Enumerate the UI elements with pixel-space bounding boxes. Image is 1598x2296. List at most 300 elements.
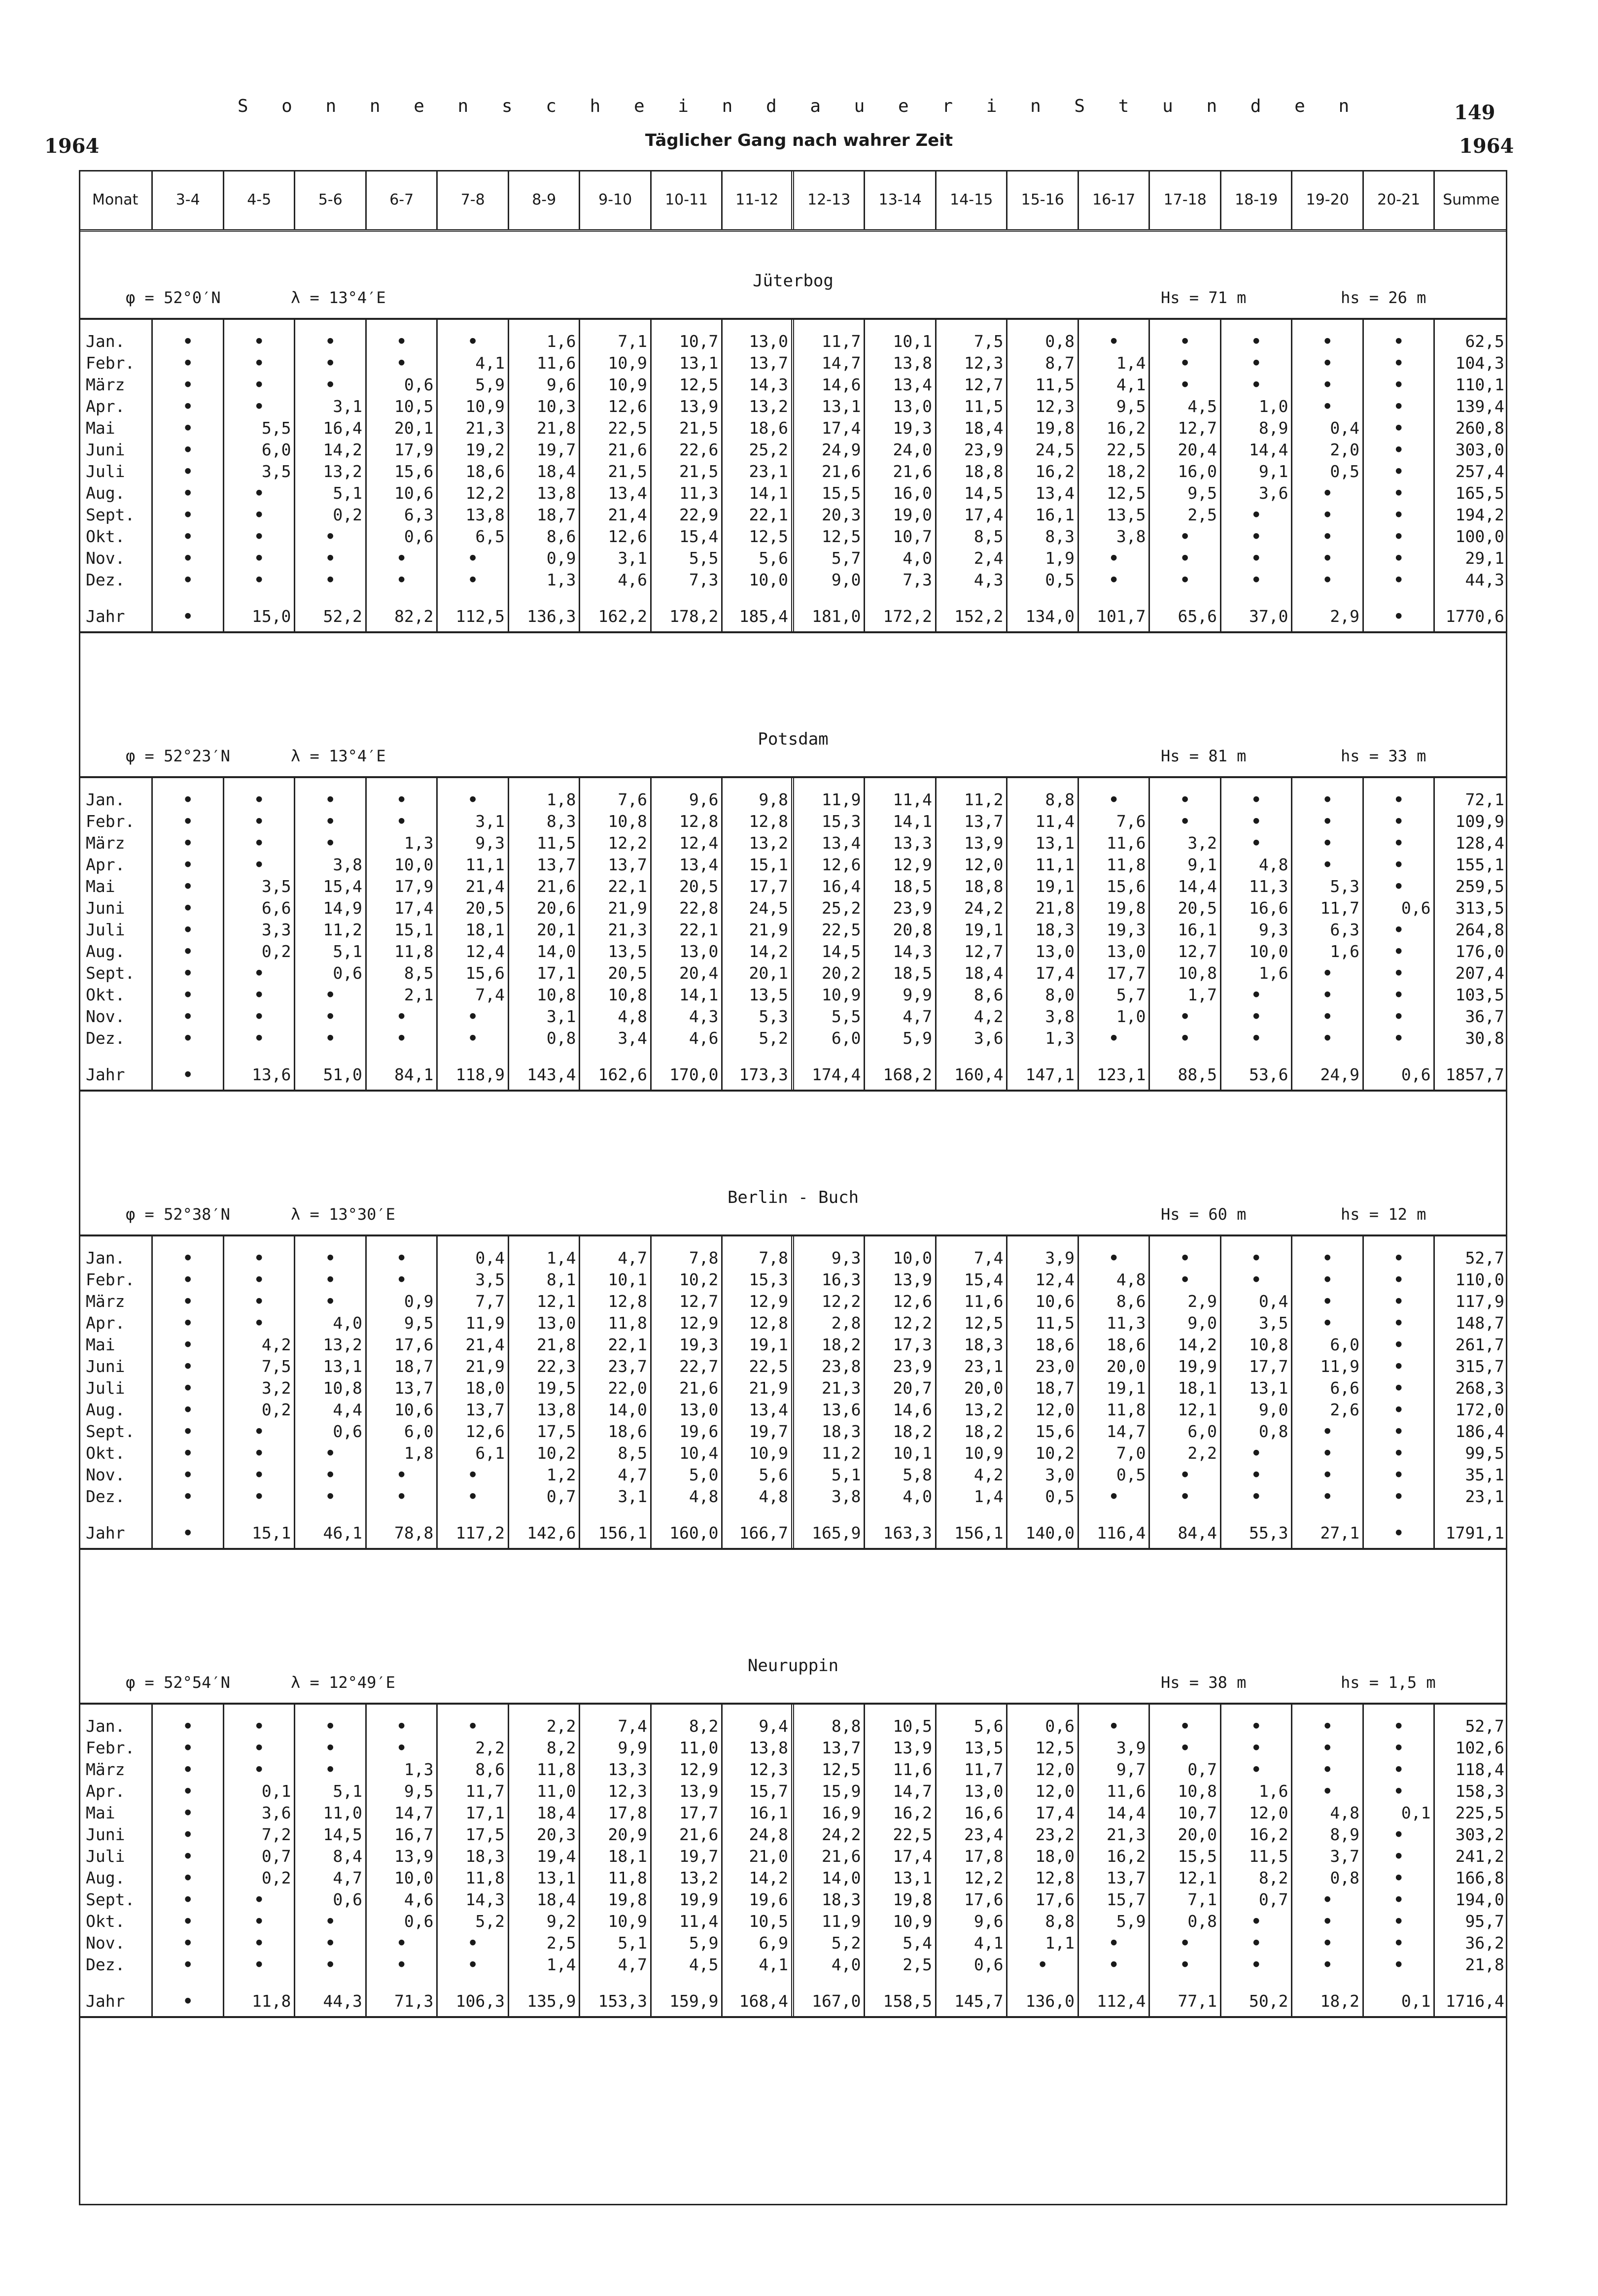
hour-column (937, 778, 1008, 1090)
row-gap (1364, 1976, 1434, 1987)
table-cell: • (1393, 1335, 1404, 1354)
table-cell: 21,8 (536, 1335, 576, 1354)
table-cell: 5,0 (689, 1465, 719, 1484)
table-cell: 13,7 (394, 1378, 434, 1398)
table-cell: 8,6 (1116, 1292, 1146, 1311)
table-cell: 11,0 (323, 1803, 362, 1822)
table-cell: 8,5 (618, 1443, 647, 1463)
table-cell: 18,0 (1035, 1847, 1075, 1866)
table-cell: • (1109, 1716, 1119, 1736)
month-label: Okt. (86, 527, 125, 546)
table-cell: 1,0 (1116, 1007, 1146, 1026)
year-total: 166,7 (739, 1523, 788, 1542)
table-cell: 4,8 (1116, 1270, 1146, 1289)
table-cell: 110,0 (1455, 1270, 1504, 1289)
table-cell: 5,7 (831, 548, 861, 568)
station-height: Hs = 81 m (1161, 747, 1247, 765)
table-cell: 13,1 (679, 353, 719, 373)
row-gap (937, 1508, 1007, 1518)
table-cell: 7,1 (1187, 1890, 1217, 1909)
table-cell: • (1180, 1007, 1190, 1026)
table-cell: 13,8 (749, 1738, 788, 1757)
table-cell: 15,7 (1106, 1890, 1146, 1909)
table-cell: 13,3 (893, 833, 932, 853)
column-header: 7-8 (438, 170, 509, 229)
year-total: • (183, 607, 193, 626)
table-cell: 1,9 (1045, 548, 1075, 568)
table-cell: 241,2 (1455, 1847, 1504, 1866)
table-cell: 17,6 (1035, 1890, 1075, 1909)
hour-column (865, 1236, 937, 1548)
row-gap (1292, 1508, 1362, 1518)
table-cell: • (254, 1248, 264, 1268)
year-total: 1716,4 (1445, 1991, 1504, 2011)
page-number: 149 (1454, 101, 1495, 124)
table-cell: 10,1 (893, 1443, 932, 1463)
hour-column (937, 1236, 1008, 1548)
year-right: 1964 (1459, 135, 1514, 158)
table-cell: • (183, 985, 193, 1004)
row-gap (652, 591, 722, 602)
table-cell: 11,8 (1106, 1400, 1146, 1419)
table-cell: 11,9 (821, 1912, 861, 1931)
table-cell: • (183, 1248, 193, 1268)
table-cell: 18,3 (821, 1422, 861, 1441)
table-cell: 21,8 (1465, 1955, 1504, 1974)
table-cell: • (1251, 1465, 1261, 1484)
table-cell: • (1109, 1933, 1119, 1953)
table-cell: 17,5 (536, 1422, 576, 1441)
table-cell: 4,1 (973, 1933, 1004, 1953)
table-cell: 148,7 (1455, 1313, 1504, 1333)
table-cell: 14,4 (1178, 877, 1217, 896)
year-total: 167,0 (812, 1991, 861, 2011)
table-cell: • (254, 397, 264, 416)
hour-column (1364, 320, 1435, 631)
table-cell: • (396, 1028, 407, 1048)
month-label: Apr. (86, 1782, 125, 1801)
table-cell: 117,9 (1455, 1292, 1504, 1311)
table-cell: • (1322, 548, 1333, 568)
table-cell: 6,0 (831, 1028, 861, 1048)
table-cell: 3,6 (973, 1028, 1004, 1048)
table-cell: 13,4 (1035, 483, 1075, 503)
table-cell: 6,1 (475, 1443, 505, 1463)
table-cell: 18,8 (964, 877, 1004, 896)
table-cell: 20,4 (1178, 440, 1217, 459)
table-cell: • (325, 1933, 336, 1953)
table-cell: 17,7 (1106, 963, 1146, 983)
year-total: 162,6 (598, 1065, 647, 1084)
table-cell: 22,5 (608, 418, 647, 438)
table-cell: 13,9 (679, 397, 719, 416)
table-cell: • (1322, 1465, 1333, 1484)
table-cell: 2,9 (1187, 1292, 1217, 1311)
table-cell: 12,1 (1178, 1400, 1217, 1419)
table-cell: 3,1 (618, 1487, 647, 1506)
table-cell: 10,9 (465, 397, 505, 416)
table-cell: • (254, 1443, 264, 1463)
table-cell: 62,5 (1465, 332, 1504, 351)
table-cell: 5,1 (333, 942, 362, 961)
row-gap (224, 1976, 294, 1987)
table-cell: • (325, 1465, 336, 1484)
table-cell: • (1393, 1487, 1404, 1506)
year-total: 170,0 (669, 1065, 719, 1084)
table-cell: 20,6 (536, 898, 576, 918)
table-cell: 17,9 (394, 440, 434, 459)
table-cell: • (183, 1313, 193, 1333)
table-cell: 12,9 (679, 1313, 719, 1333)
row-gap (1221, 591, 1291, 602)
table-cell: 21,3 (465, 418, 505, 438)
table-cell: • (254, 1422, 264, 1441)
table-cell: 4,0 (903, 548, 932, 568)
table-cell: 11,6 (1106, 833, 1146, 853)
table-cell: • (1180, 812, 1190, 831)
year-total: 15,0 (251, 607, 291, 626)
table-cell: • (1322, 985, 1333, 1004)
table-cell: 1,8 (404, 1443, 434, 1463)
table-cell: 9,0 (1187, 1313, 1217, 1333)
table-cell: 13,5 (749, 985, 788, 1004)
year-total: 156,1 (954, 1523, 1004, 1542)
table-cell: • (183, 920, 193, 939)
month-label: Febr. (86, 1738, 135, 1757)
table-cell: • (183, 898, 193, 918)
row-gap (438, 1049, 508, 1060)
table-cell: • (183, 548, 193, 568)
table-cell: 17,6 (394, 1335, 434, 1354)
table-cell: 18,3 (465, 1847, 505, 1866)
table-cell: 13,1 (536, 1868, 576, 1887)
table-cell: • (1180, 548, 1190, 568)
table-cell: 3,4 (618, 1028, 647, 1048)
table-cell: 13,4 (749, 1400, 788, 1419)
table-cell: 5,9 (689, 1933, 719, 1953)
month-label: Nov. (86, 548, 125, 568)
table-cell: • (254, 1760, 264, 1779)
table-cell: 172,0 (1455, 1400, 1504, 1419)
table-cell: • (1038, 1955, 1048, 1974)
table-cell: 12,7 (964, 375, 1004, 394)
year-total: 181,0 (812, 607, 861, 626)
month-label: Febr. (86, 1270, 135, 1289)
table-cell: 15,3 (821, 812, 861, 831)
table-cell: • (1109, 790, 1119, 809)
table-cell: 22,5 (893, 1825, 932, 1844)
table-cell: 11,3 (1106, 1313, 1146, 1333)
row-gap (865, 1976, 935, 1987)
table-cell: 2,0 (1330, 440, 1359, 459)
row-gap (367, 591, 437, 602)
table-cell: 17,4 (1035, 963, 1075, 983)
table-cell: • (1322, 1933, 1333, 1953)
table-cell: 15,5 (821, 483, 861, 503)
row-gap (1150, 1049, 1220, 1060)
table-cell: 19,7 (679, 1847, 719, 1866)
table-cell: 19,3 (893, 418, 932, 438)
table-cell: 14,2 (1178, 1335, 1217, 1354)
year-total: 106,3 (455, 1991, 505, 2011)
table-cell: 6,0 (261, 440, 291, 459)
year-total: 24,9 (1320, 1065, 1359, 1084)
table-cell: 14,4 (1249, 440, 1288, 459)
year-total: 1791,1 (1445, 1523, 1504, 1542)
table-cell: 2,8 (831, 1313, 861, 1333)
table-cell: 5,4 (903, 1933, 932, 1953)
table-cell: 18,6 (1106, 1335, 1146, 1354)
table-cell: 3,5 (475, 1270, 505, 1289)
table-cell: 3,5 (1258, 1313, 1288, 1333)
table-cell: 4,3 (973, 570, 1004, 589)
table-cell: • (396, 353, 407, 373)
table-cell: 15,4 (679, 527, 719, 546)
table-cell: 7,6 (618, 790, 647, 809)
table-cell: 8,9 (1330, 1825, 1359, 1844)
table-cell: 18,6 (1035, 1335, 1075, 1354)
table-cell: 21,9 (749, 1378, 788, 1398)
table-cell: 2,2 (546, 1716, 576, 1736)
table-cell: • (1251, 1955, 1261, 1974)
row-gap (79, 1976, 151, 1987)
table-cell: 12,6 (608, 397, 647, 416)
table-cell: • (183, 855, 193, 874)
table-cell: 0,9 (546, 548, 576, 568)
table-cell: 44,3 (1465, 570, 1504, 589)
row-gap (937, 1049, 1007, 1060)
table-cell: 16,9 (821, 1803, 861, 1822)
table-cell: 12,2 (964, 1868, 1004, 1887)
hour-column (865, 778, 937, 1090)
table-cell: 72,1 (1465, 790, 1504, 809)
table-cell: • (396, 1270, 407, 1289)
table-cell: 11,9 (821, 790, 861, 809)
year-total: 78,8 (394, 1523, 434, 1542)
year-total: 165,9 (812, 1523, 861, 1542)
table-cell: • (1180, 527, 1190, 546)
table-cell: 225,5 (1455, 1803, 1504, 1822)
hour-column (153, 778, 224, 1090)
table-cell: • (254, 548, 264, 568)
table-cell: 11,7 (821, 332, 861, 351)
month-label: Sept. (86, 1890, 135, 1909)
row-gap (153, 1976, 223, 1987)
table-cell: • (1180, 570, 1190, 589)
hour-column (153, 1705, 224, 2016)
table-cell: 17,1 (465, 1803, 505, 1822)
table-cell: 315,7 (1455, 1357, 1504, 1376)
table-cell: 21,6 (821, 1847, 861, 1866)
hour-column (1435, 1236, 1507, 1548)
month-label: Apr. (86, 397, 125, 416)
table-cell: • (183, 812, 193, 831)
row-gap (1007, 1508, 1077, 1518)
table-cell: 128,4 (1455, 833, 1504, 853)
table-cell: 102,6 (1455, 1738, 1504, 1757)
table-cell: • (396, 790, 407, 809)
table-cell: 9,3 (1258, 920, 1288, 939)
hour-column (295, 1705, 367, 2016)
month-label: Aug. (86, 1400, 125, 1419)
table-cell: 16,0 (1178, 462, 1217, 481)
table-cell: 0,7 (1187, 1760, 1217, 1779)
table-cell: • (468, 1933, 478, 1953)
table-cell: 11,0 (679, 1738, 719, 1757)
month-label: Nov. (86, 1007, 125, 1026)
hour-column (1007, 320, 1079, 631)
table-cell: • (183, 1028, 193, 1048)
table-cell: 18,3 (821, 1890, 861, 1909)
table-cell: 9,9 (903, 985, 932, 1004)
table-cell: 23,9 (893, 898, 932, 918)
table-cell: 19,1 (749, 1335, 788, 1354)
table-cell: • (325, 1738, 336, 1757)
row-gap (1435, 1976, 1507, 1987)
table-cell: 8,8 (1045, 1912, 1075, 1931)
table-cell: 10,5 (749, 1912, 788, 1931)
table-cell: 11,9 (465, 1313, 505, 1333)
table-cell: 21,3 (1106, 1825, 1146, 1844)
table-cell: 13,9 (964, 833, 1004, 853)
hour-column (652, 778, 723, 1090)
table-cell: 0,6 (333, 1422, 362, 1441)
table-cell: • (1251, 332, 1261, 351)
table-cell: 8,6 (973, 985, 1004, 1004)
latitude: φ = 52°0′N (126, 288, 221, 307)
table-cell: 6,0 (1187, 1422, 1217, 1441)
table-cell: • (1393, 985, 1404, 1004)
table-cell: • (1393, 1825, 1404, 1844)
table-cell: 1,2 (546, 1465, 576, 1484)
hour-column (937, 320, 1008, 631)
table-cell: 22,3 (536, 1357, 576, 1376)
year-total: 123,1 (1097, 1065, 1146, 1084)
table-cell: • (183, 1357, 193, 1376)
hour-column (153, 320, 224, 631)
table-cell: 22,1 (679, 920, 719, 939)
table-cell: 3,1 (618, 548, 647, 568)
table-cell: • (1393, 1292, 1404, 1311)
table-cell: 0,2 (333, 505, 362, 524)
column-header: 12-13 (794, 170, 866, 229)
table-cell: 52,7 (1465, 1716, 1504, 1736)
table-cell: 3,8 (333, 855, 362, 874)
table-cell: 4,8 (759, 1487, 788, 1506)
instrument-height: hs = 33 m (1341, 747, 1426, 765)
year-total: 117,2 (455, 1523, 505, 1542)
table-cell: 4,6 (404, 1890, 434, 1909)
table-cell: 8,4 (333, 1847, 362, 1866)
table-cell: 5,8 (903, 1465, 932, 1484)
table-cell: 10,9 (821, 985, 861, 1004)
month-label: Mai (86, 418, 115, 438)
table-cell: 12,5 (1106, 483, 1146, 503)
table-cell: 8,2 (546, 1738, 576, 1757)
column-header: 20-21 (1364, 170, 1435, 229)
year-total: 27,1 (1320, 1523, 1359, 1542)
table-cell: • (1322, 1248, 1333, 1268)
year-total: 136,3 (527, 607, 576, 626)
instrument-height: hs = 26 m (1341, 288, 1426, 307)
table-cell: • (183, 833, 193, 853)
table-cell: • (1180, 1028, 1190, 1048)
row-gap (79, 1049, 151, 1060)
table-cell: • (1322, 1782, 1333, 1801)
hour-column (509, 1705, 581, 2016)
table-cell: 12,7 (679, 1292, 719, 1311)
month-label: Okt. (86, 985, 125, 1004)
row-gap (1435, 591, 1507, 602)
table-cell: • (183, 1292, 193, 1311)
row-gap (937, 1976, 1007, 1987)
page-title: S o n n e n s c h e i n d a u e r i n S t u n d e n (237, 96, 1361, 116)
table-cell: • (396, 1465, 407, 1484)
hour-column (1079, 320, 1150, 631)
table-cell: • (468, 1487, 478, 1506)
table-cell: 0,6 (333, 1890, 362, 1909)
table-cell: 104,3 (1455, 353, 1504, 373)
table-cell: 19,7 (536, 440, 576, 459)
table-cell: 5,5 (261, 418, 291, 438)
table-cell: 18,3 (1035, 920, 1075, 939)
table-cell: 18,5 (893, 877, 932, 896)
table-cell: 1,0 (1258, 397, 1288, 416)
year-total: 0,6 (1401, 1065, 1431, 1084)
table-cell: • (1322, 527, 1333, 546)
hour-column (580, 1705, 652, 2016)
table-cell: • (183, 1847, 193, 1866)
table-cell: • (1322, 397, 1333, 416)
table-cell: • (1251, 1007, 1261, 1026)
table-cell: 11,6 (1106, 1782, 1146, 1801)
table-cell: 21,6 (679, 1378, 719, 1398)
table-cell: • (1251, 570, 1261, 589)
table-cell: • (183, 1716, 193, 1736)
table-cell: 12,4 (1035, 1270, 1075, 1289)
table-cell: 10,2 (536, 1443, 576, 1463)
month-label: Aug. (86, 942, 125, 961)
latitude: φ = 52°23′N (126, 747, 230, 765)
table-cell: 8,1 (546, 1270, 576, 1289)
month-label: Juli (86, 920, 125, 939)
hour-column (1435, 320, 1507, 631)
row-gap (295, 591, 365, 602)
table-cell: • (254, 332, 264, 351)
row-gap (295, 1976, 365, 1987)
row-gap (794, 1049, 864, 1060)
table-cell: 11,7 (964, 1760, 1004, 1779)
month-label: Sept. (86, 1422, 135, 1441)
table-cell: • (183, 1270, 193, 1289)
table-cell: 21,6 (679, 1825, 719, 1844)
row-gap (153, 591, 223, 602)
station-height: Hs = 71 m (1161, 288, 1247, 307)
table-cell: 6,0 (1330, 1335, 1359, 1354)
table-cell: 11,8 (394, 942, 434, 961)
table-cell: 21,8 (1035, 898, 1075, 918)
table-cell: • (1109, 1955, 1119, 1974)
table-cell: 10,9 (749, 1443, 788, 1463)
table-cell: 19,6 (749, 1890, 788, 1909)
longitude: λ = 12°49′E (291, 1673, 395, 1692)
table-cell: 11,5 (1035, 375, 1075, 394)
row-gap (1150, 1976, 1220, 1987)
table-cell: 21,9 (749, 920, 788, 939)
table-cell: 17,7 (1249, 1357, 1288, 1376)
table-cell: 1,3 (404, 833, 434, 853)
table-cell: 1,6 (1258, 1782, 1288, 1801)
